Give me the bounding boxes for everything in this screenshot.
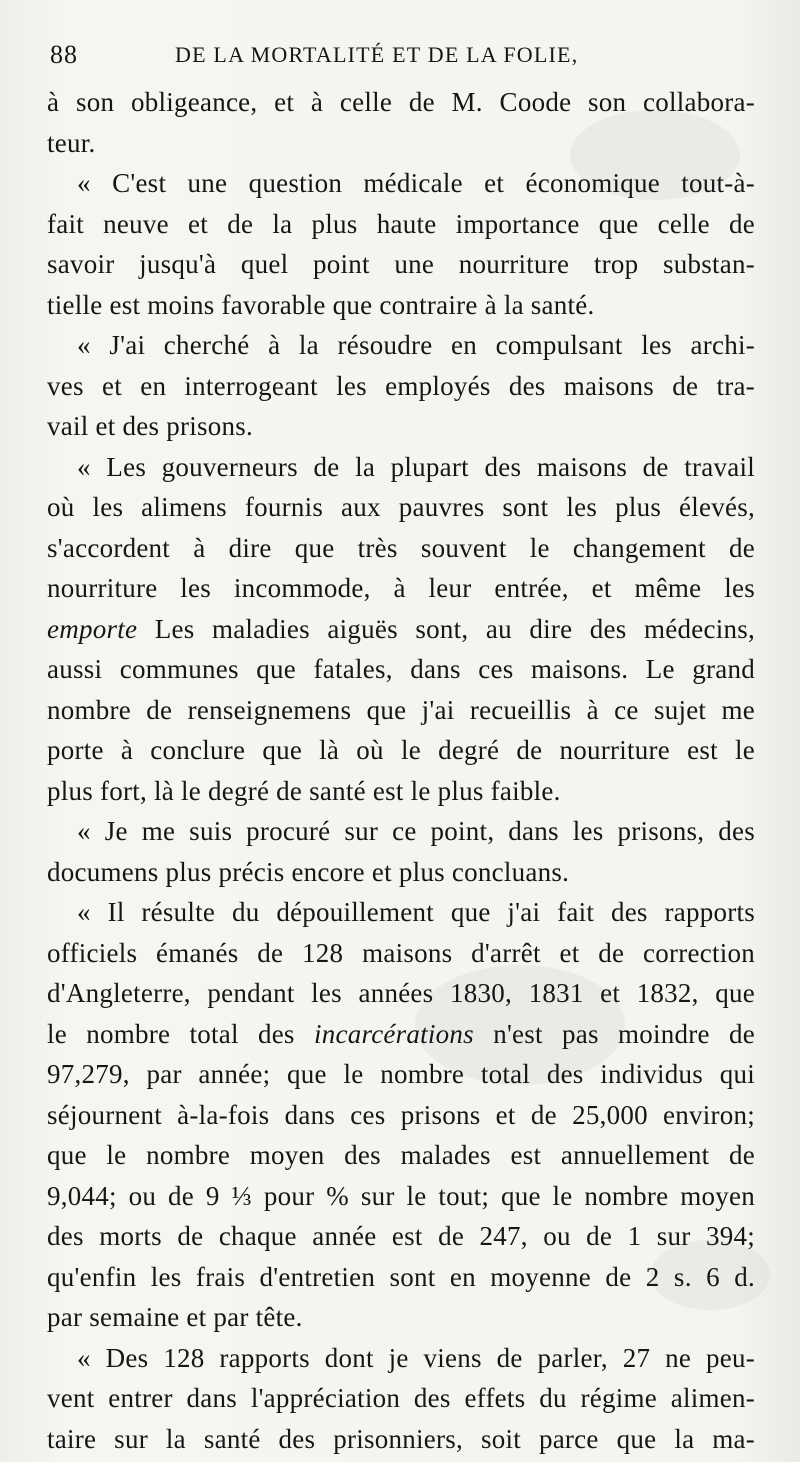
text-line: ves et en interrogeant les employés des maisons de tra-: [47, 370, 755, 401]
text-line: officiels émanés de 128 maisons d'arrêt et de correction: [47, 937, 755, 968]
text-line: 97,279, par année; que le nombre total des individus qui: [47, 1059, 755, 1089]
text-line: porte à conclure que là où le degré de nourriture est le: [47, 735, 755, 765]
body-text: [47, 82, 755, 1459]
text-line: nourriture les incommode, à leur entrée, et même les: [47, 573, 755, 603]
text-line: séjournent à-la-fois dans ces prisons et de 25,000 environ;: [47, 1099, 755, 1130]
text-line: « C'est une question médicale et économique tout-à-: [77, 168, 755, 198]
text-line: documens plus précis encore et plus concluans.: [47, 856, 570, 887]
text-line: à son obligeance, et à celle de M. Coode son collabora-: [47, 87, 755, 117]
text-line: vail et des prisons.: [47, 411, 253, 441]
text-line: teur.: [47, 127, 96, 158]
text-line: « J'ai cherché à la résoudre en compulsant les archi-: [77, 330, 755, 360]
text-line: 9,044; ou de 9 ⅓ pour % sur le tout; que le nombre moyen: [47, 1180, 755, 1211]
text-line: par semaine et par tête.: [47, 1302, 303, 1332]
text-line: « Les gouverneurs de la plupart des maisons de travail: [77, 451, 755, 482]
page-number: 88: [50, 40, 78, 69]
text-line: où les alimens fournis aux pauvres sont les plus élevés,: [47, 492, 755, 522]
text-line: taire sur la santé des prisonniers, soit parce que la ma-: [47, 1423, 755, 1454]
text-line: plus fort, là le degré de santé est le plus faible.: [47, 775, 561, 806]
text-line: nombre de renseignemens que j'ai recueillis à ce sujet me: [47, 694, 755, 725]
text-line: « Il résulte du dépouillement que j'ai fait des rapports: [77, 897, 755, 927]
text-line: « Des 128 rapports dont je viens de parler, 27 ne peu-: [77, 1342, 755, 1373]
text-segment: le nombre total des: [47, 1018, 314, 1049]
text-line-with-italic: [47, 1014, 755, 1055]
text-line: vent entrer dans l'appréciation des effets du régime alimen-: [47, 1383, 755, 1413]
text-line: que le nombre moyen des malades est annuellement de: [47, 1140, 755, 1170]
page-header: [50, 40, 750, 76]
text-line: des morts de chaque année est de 247, ou de 1 sur 394;: [47, 1221, 755, 1251]
text-line: d'Angleterre, pendant les années 1830, 1831 et 1832, que: [47, 978, 755, 1008]
text-segment: n'est pas moindre de: [473, 1018, 755, 1049]
text-line: tielle est moins favorable que contraire à la santé.: [47, 289, 595, 320]
text-line-with-italic: [47, 609, 755, 650]
text-line: qu'enfin les frais d'entretien sont en moyenne de 2 s. 6 d.: [47, 1261, 755, 1292]
italic-word-incarcerations: incarcérations: [313, 1018, 474, 1049]
text-line: « Je me suis procuré sur ce point, dans les prisons, des: [77, 816, 755, 846]
text-line: savoir jusqu'à quel point une nourriture trop substan-: [47, 249, 755, 279]
text-line: fait neuve et de la plus haute importance que celle de: [47, 208, 755, 239]
text-line: aussi communes que fatales, dans ces maisons. Le grand: [47, 654, 755, 684]
text-segment: Les maladies aiguës sont, au dire des médecins,: [137, 613, 755, 644]
italic-word-emporte: emporte: [47, 613, 138, 644]
text-line: s'accordent à dire que très souvent le changement de: [47, 532, 755, 563]
running-title: DE LA MORTALITÉ ET DE LA FOLIE,: [175, 42, 579, 67]
